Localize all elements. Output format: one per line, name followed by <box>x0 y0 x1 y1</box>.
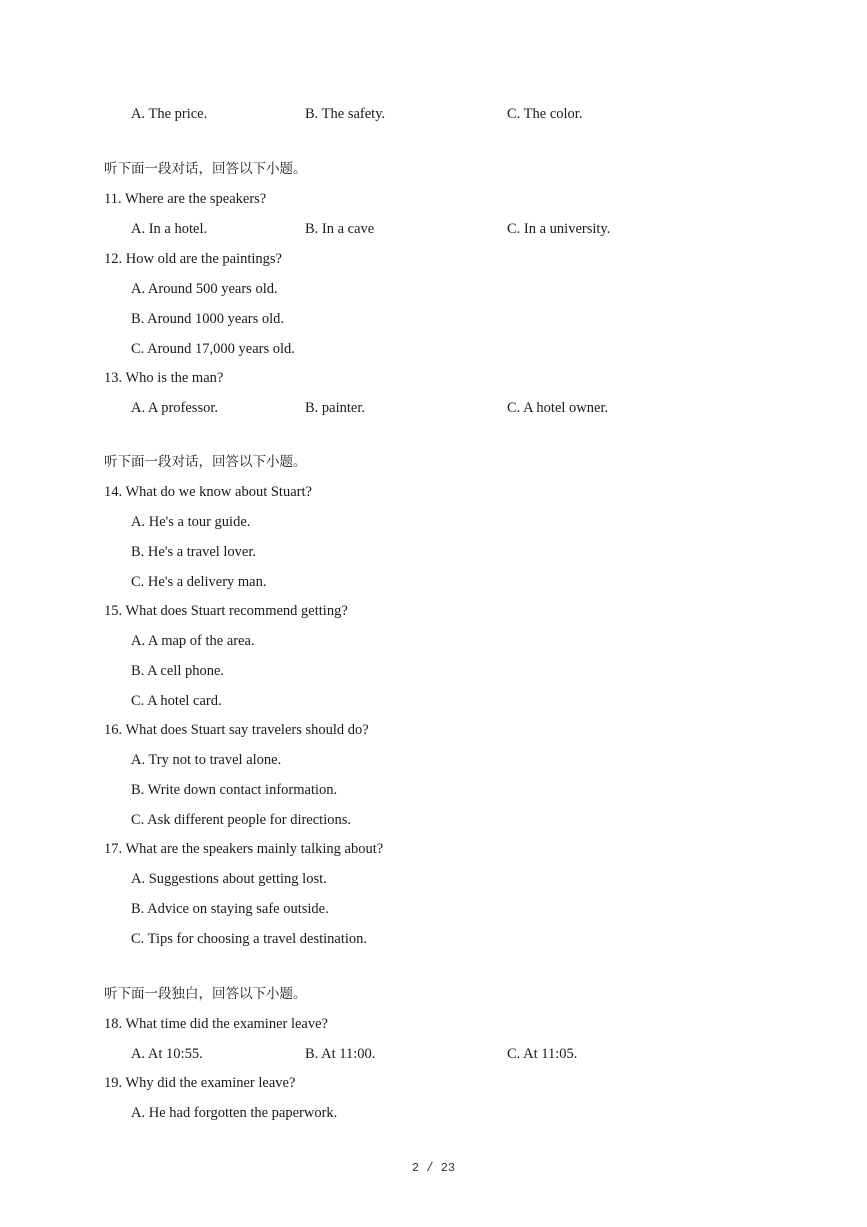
section-instruction-2: 听下面一段对话，回答以下小题。 <box>104 454 307 470</box>
q12-option-c: C. Around 17,000 years old. <box>131 341 295 357</box>
q17-option-c: C. Tips for choosing a travel destination. <box>131 931 368 947</box>
q11-option-b: B. In a cave <box>305 221 375 237</box>
q13-option-c: C. A hotel owner. <box>507 400 609 416</box>
question-14: 14. What do we know about Stuart? <box>104 484 312 500</box>
question-16: 16. What does Stuart say travelers should do? <box>104 722 369 738</box>
q18-option-a: A. At 10:55. <box>131 1046 203 1062</box>
question-12: 12. How old are the paintings? <box>104 251 282 267</box>
q16-option-c: C. Ask different people for directions. <box>131 812 351 828</box>
question-18: 18. What time did the examiner leave? <box>104 1016 328 1032</box>
q15-option-a: A. A map of the area. <box>131 633 255 649</box>
q15-option-c: C. A hotel card. <box>131 693 222 709</box>
q11-option-a: A. In a hotel. <box>131 221 208 237</box>
question-17: 17. What are the speakers mainly talking about? <box>104 841 384 857</box>
q12-option-b: B. Around 1000 years old. <box>131 311 285 327</box>
q12-option-a: A. Around 500 years old. <box>131 281 278 297</box>
q10-option-b: B. The safety. <box>305 106 386 122</box>
q10-option-a: A. The price. <box>131 106 208 122</box>
q16-option-a: A. Try not to travel alone. <box>131 752 282 768</box>
question-11: 11. Where are the speakers? <box>104 191 267 207</box>
q18-option-b: B. At 11:00. <box>305 1046 376 1062</box>
q14-option-c: C. He's a delivery man. <box>131 574 267 590</box>
q15-option-b: B. A cell phone. <box>131 663 225 679</box>
q16-option-b: B. Write down contact information. <box>131 782 338 798</box>
question-19: 19. Why did the examiner leave? <box>104 1075 296 1091</box>
question-15: 15. What does Stuart recommend getting? <box>104 603 348 619</box>
q13-option-a: A. A professor. <box>131 400 218 416</box>
section-instruction-1: 听下面一段对话，回答以下小题。 <box>104 161 307 177</box>
q14-option-a: A. He's a tour guide. <box>131 514 251 530</box>
section-instruction-3: 听下面一段独白，回答以下小题。 <box>104 986 307 1002</box>
q18-option-c: C. At 11:05. <box>507 1046 578 1062</box>
q11-option-c: C. In a university. <box>507 221 611 237</box>
q10-option-c: C. The color. <box>507 106 583 122</box>
q13-option-b: B. painter. <box>305 400 366 416</box>
q14-option-b: B. He's a travel lover. <box>131 544 257 560</box>
question-13: 13. Who is the man? <box>104 370 224 386</box>
q17-option-b: B. Advice on staying safe outside. <box>131 901 329 917</box>
q17-option-a: A. Suggestions about getting lost. <box>131 871 327 887</box>
q19-option-a: A. He had forgotten the paperwork. <box>131 1105 338 1121</box>
page-number: 2 / 23 <box>411 1161 456 1175</box>
